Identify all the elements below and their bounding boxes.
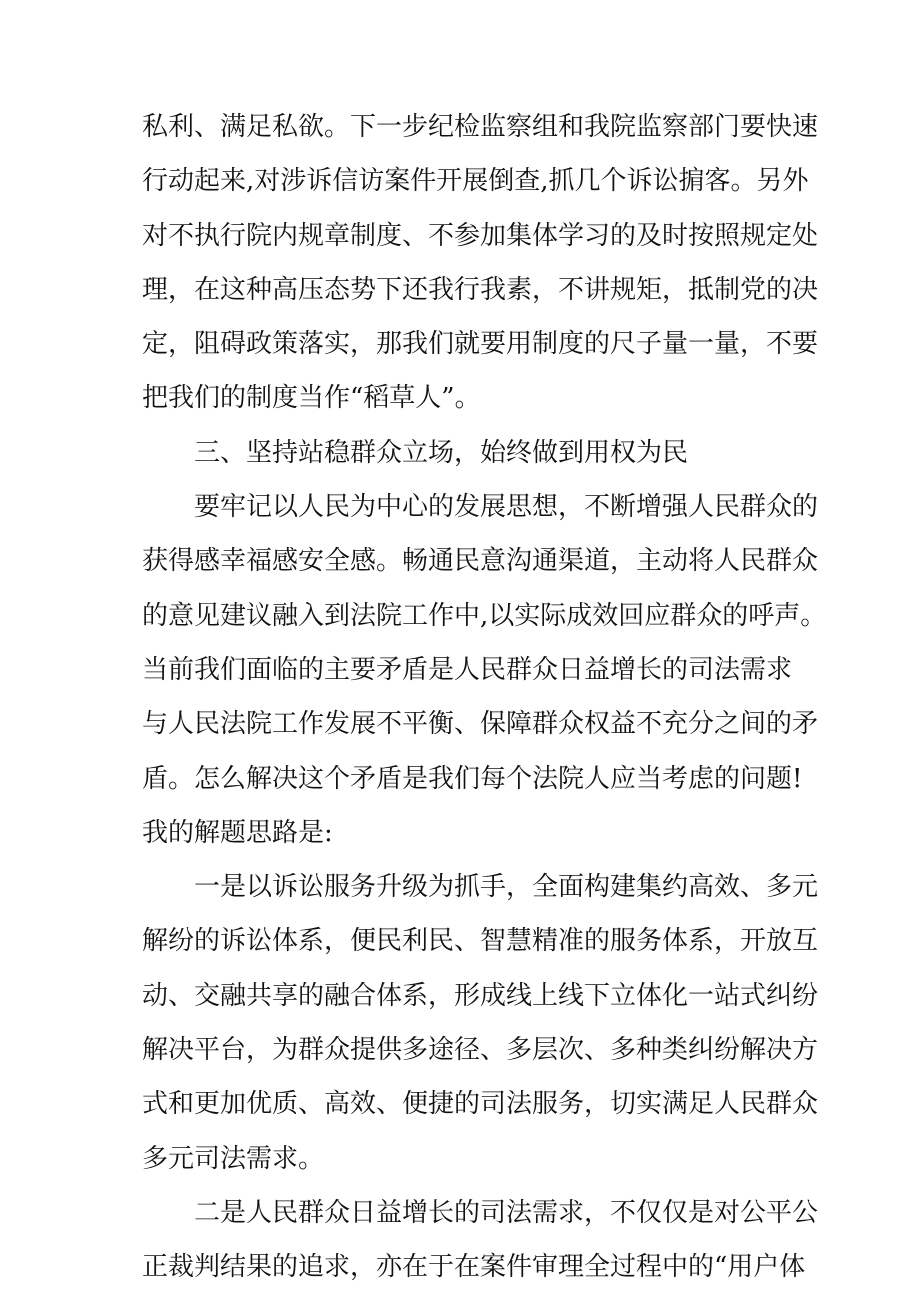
text-line: 定，阻碍政策落实，那我们就要用制度的尺子量一量，不要 [142, 329, 819, 360]
text-line: 盾。怎么解决这个矛盾是我们每个法院人应当考虑的问题! [142, 763, 803, 794]
section-heading: 三、坚持站稳群众立场，始终做到用权为民 [194, 437, 689, 468]
text-line: 我的解题思路是: [142, 817, 333, 848]
text-line: 与人民法院工作发展不平衡、保障群众权益不充分之间的矛 [142, 709, 819, 740]
text-line: 二是人民群众日益增长的司法需求，不仅仅是对公平公 [194, 1197, 819, 1228]
text-line: 行动起来,对涉诉信访案件开展倒查,抓几个诉讼掮客。另外 [142, 166, 809, 197]
text-line: 要牢记以人民为中心的发展思想，不断增强人民群众的 [194, 492, 819, 523]
text-line: 理，在这种高压态势下还我行我素，不讲规矩，抵制党的决 [142, 274, 819, 305]
text-line: 解纷的诉讼体系，便民利民、智慧精准的服务体系，开放互 [142, 926, 819, 957]
text-line: 正裁判结果的追求，亦在于在案件审理全过程中的“用户体 [142, 1252, 806, 1283]
text-line: 获得感幸福感安全感。畅通民意沟通渠道，主动将人民群众 [142, 546, 819, 577]
text-line: 把我们的制度当作“稻草人”。 [142, 383, 481, 414]
text-line: 的意见建议融入到法院工作中,以实际成效回应群众的呼声。 [142, 600, 827, 631]
text-line: 动、交融共享的融合体系，形成线上线下立体化一站式纠纷 [142, 980, 819, 1011]
text-line: 一是以诉讼服务升级为抓手，全面构建集约高效、多元 [194, 872, 819, 903]
document-body [142, 100, 827, 1295]
text-line: 解决平台，为群众提供多途径、多层次、多种类纠纷解决方 [142, 1035, 819, 1066]
text-line: 当前我们面临的主要矛盾是人民群众日益增长的司法需求 [142, 654, 793, 685]
text-line: 式和更加优质、高效、便捷的司法服务，切实满足人民群众 [142, 1089, 819, 1120]
text-line: 私利、满足私欲。下一步纪检监察组和我院监察部门要快速 [142, 112, 819, 142]
text-line: 对不执行院内规章制度、不参加集体学习的及时按照规定处 [142, 220, 819, 251]
text-line: 多元司法需求。 [142, 1143, 325, 1174]
